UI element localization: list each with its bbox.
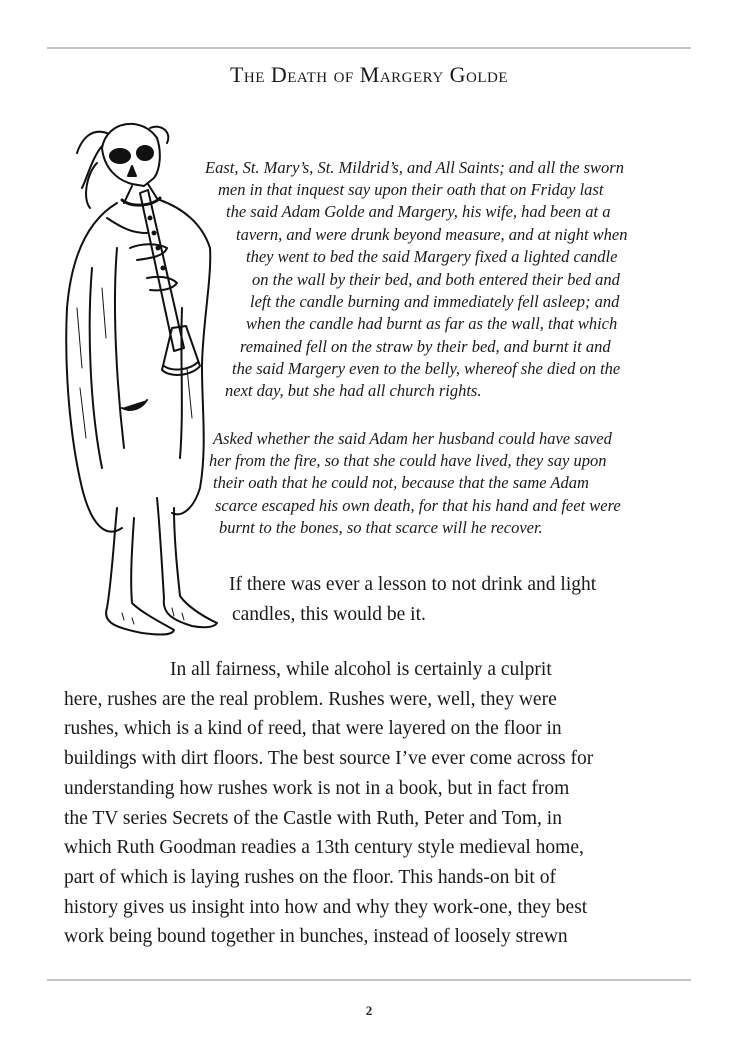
body-line: work being bound together in bunches, instead of loosely strewn	[64, 926, 568, 948]
quote-line: burnt to the bones, so that scarce will he recover.	[219, 518, 543, 537]
page-number: 2	[365, 1003, 373, 1018]
body-line: buildings with dirt floors. The best source I’ve ever come across for	[64, 748, 594, 770]
quote-line: they went to bed the said Margery fixed a lighted candle	[246, 247, 618, 266]
quote-line: the said Adam Golde and Margery, his wife, had been at a	[226, 202, 611, 221]
body-line: here, rushes are the real problem. Rushes were, well, they were	[64, 688, 557, 710]
aside-line: If there was ever a lesson to not drink and light	[229, 574, 597, 595]
quote-line: the said Margery even to the belly, whereof she died on the	[232, 359, 621, 378]
body-line: the TV series Secrets of the Castle with Ruth, Peter and Tom, in	[64, 807, 562, 829]
quote-line: next day, but she had all church rights.	[225, 381, 482, 400]
quote-line: when the candle had burnt as far as the wall, that which	[246, 314, 618, 333]
aside-remark	[229, 570, 596, 630]
body-line: which Ruth Goodman readies a 13th century style medieval home,	[64, 837, 584, 859]
page-title: The Death of Margery Golde	[229, 62, 509, 87]
aside-line: candles, this would be it.	[232, 604, 426, 625]
quote-line: Asked whether the said Adam her husband could have saved	[213, 429, 612, 448]
body-paragraph	[64, 655, 676, 952]
quote-line: men in that inquest say upon their oath that on Friday last	[218, 180, 604, 199]
quote-line: East, St. Mary’s, St. Mildrid’s, and All Saints; and all the sworn	[205, 158, 624, 177]
footer-rule	[47, 979, 691, 981]
quote-line: on the wall by their bed, and both entered their bed and	[252, 270, 620, 289]
body-line: In all fairness, while alcohol is certainly a culprit	[170, 659, 552, 680]
quote-line: tavern, and were drunk beyond measure, and at night when	[236, 225, 628, 244]
body-line: understanding how rushes work is not in a book, but in fact from	[64, 777, 570, 799]
body-line: rushes, which is a kind of reed, that were layered on the floor in	[64, 718, 562, 740]
quote-line: their oath that he could not, because that the same Adam	[213, 473, 589, 492]
quote-line: scarce escaped his own death, for that his hand and feet were	[215, 496, 621, 515]
quote-line: her from the fire, so that she could have lived, they say upon	[209, 451, 607, 470]
quote-line: remained fell on the straw by their bed, and burnt it and	[240, 337, 611, 356]
quote-line: left the candle burning and immediately fell asleep; and	[250, 292, 620, 311]
body-line: part of which is laying rushes on the floor. This hands-on bit of	[64, 866, 556, 888]
body-line: history gives us insight into how and why they work-one, they best	[64, 896, 588, 918]
